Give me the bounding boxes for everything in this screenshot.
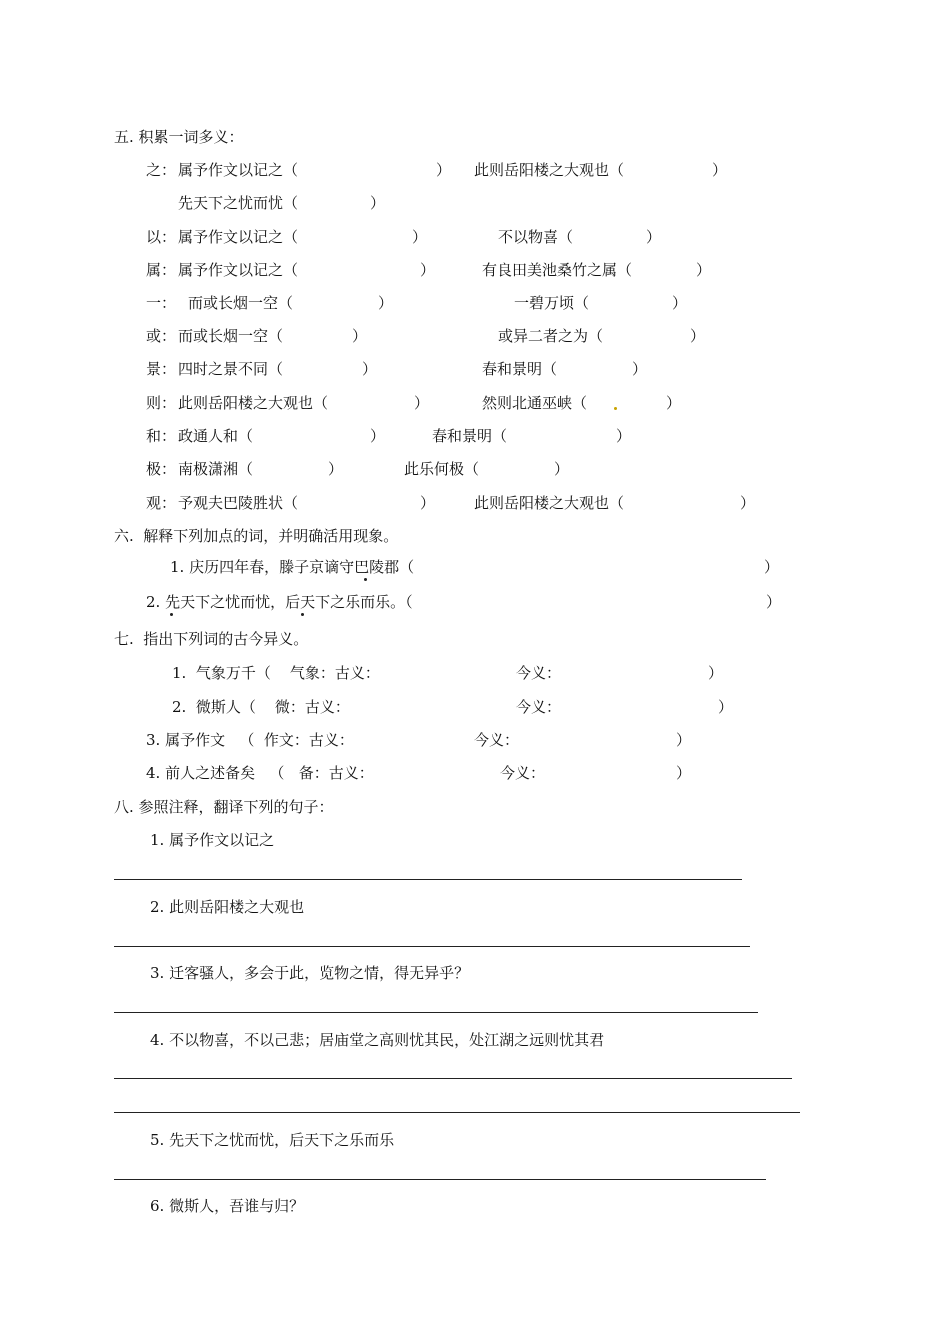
row-a-close: ） — [362, 360, 378, 378]
item-jinyi: 今义： — [516, 664, 562, 682]
item-text: 1. 庆历四年春，滕子京谪守巴陵郡（ — [170, 558, 415, 576]
answer-line-4b[interactable] — [114, 1112, 800, 1113]
row-b-text: 春和景明（ — [482, 360, 558, 378]
row-a-text: 而或长烟一空（ — [188, 294, 294, 312]
row-head: 则： — [146, 394, 177, 412]
row-a-close: ） — [436, 161, 452, 179]
row-a-close: ） — [420, 261, 436, 279]
answer-line-3[interactable] — [114, 1012, 758, 1013]
row-b-close: ） — [712, 161, 728, 179]
row-head: 极： — [146, 460, 177, 478]
row-b-close: ） — [740, 494, 756, 512]
row-a-close: ） — [352, 327, 368, 345]
section-5-title: 五. 积累一词多义： — [114, 128, 244, 146]
row-head: 一： — [146, 294, 177, 312]
row-b-text: 此则岳阳楼之大观也（ — [474, 161, 625, 179]
row-a-text: 此则岳阳楼之大观也（ — [178, 394, 329, 412]
row-a-close: ） — [328, 460, 344, 478]
translate-item-4: 4. 不以物喜，不以己悲；居庙堂之高则忧其民，处江湖之远则忧其君 — [150, 1031, 605, 1049]
row-head: 之： — [146, 161, 177, 179]
row-a-text: 先天下之忧而忧（ — [178, 194, 299, 212]
item-jinyi: 今义： — [516, 698, 562, 716]
row-b-text: 或异二者之为（ — [498, 327, 604, 345]
row-b-close: ） — [690, 327, 706, 345]
item-jinyi: 今义： — [500, 764, 546, 782]
row-a-close: ） — [370, 194, 386, 212]
emphasis-dot — [364, 578, 367, 581]
section-6-title: 六. 解释下列加点的词，并明确活用现象。 — [114, 527, 399, 545]
stray-mark-dot — [614, 407, 617, 410]
row-b-text: 有良田美池桑竹之属（ — [482, 261, 633, 279]
item-close: ） — [766, 593, 782, 611]
item-text: 4. 前人之述备矣 （ 备：古义： — [146, 764, 374, 782]
item-text: 2. 先天下之忧而忧，后天下之乐而乐。（ — [146, 593, 413, 611]
row-b-text: 一碧万顷（ — [514, 294, 590, 312]
row-b-close: ） — [632, 360, 648, 378]
row-b-close: ） — [696, 261, 712, 279]
row-head: 属： — [146, 261, 177, 279]
row-b-text: 然则北通巫峡（ — [482, 394, 588, 412]
translate-item-3: 3. 迁客骚人，多会于此，览物之情，得无异乎？ — [150, 964, 470, 982]
answer-line-2[interactable] — [114, 946, 750, 947]
row-head: 和： — [146, 427, 177, 445]
translate-item-6: 6. 微斯人，吾谁与归？ — [150, 1197, 305, 1215]
item-jinyi: 今义： — [474, 731, 520, 749]
row-a-close: ） — [370, 427, 386, 445]
answer-line-4a[interactable] — [114, 1078, 792, 1079]
row-b-close: ） — [554, 460, 570, 478]
row-b-text: 此则岳阳楼之大观也（ — [474, 494, 625, 512]
row-b-text: 春和景明（ — [432, 427, 508, 445]
item-close: ） — [764, 558, 780, 576]
item-close: ） — [676, 764, 692, 782]
row-a-text: 政通人和（ — [178, 427, 254, 445]
row-a-text: 南极潇湘（ — [178, 460, 254, 478]
section-7-title: 七. 指出下列词的古今异义。 — [114, 630, 309, 648]
item-text: 1. 气象万千（ 气象：古义： — [172, 664, 380, 682]
row-a-text: 而或长烟一空（ — [178, 327, 284, 345]
translate-item-5: 5. 先天下之忧而忧，后天下之乐而乐 — [150, 1131, 395, 1149]
row-a-close: ） — [412, 228, 428, 246]
row-b-text: 不以物喜（ — [498, 228, 574, 246]
item-close: ） — [708, 664, 724, 682]
row-head: 景： — [146, 360, 177, 378]
row-b-close: ） — [646, 228, 662, 246]
row-a-close: ） — [378, 294, 394, 312]
row-b-close: ） — [666, 394, 682, 412]
row-a-close: ） — [420, 494, 436, 512]
answer-line-5[interactable] — [114, 1179, 766, 1180]
row-head: 观： — [146, 494, 177, 512]
row-a-text: 四时之景不同（ — [178, 360, 284, 378]
row-b-close: ） — [672, 294, 688, 312]
row-b-close: ） — [616, 427, 632, 445]
row-a-text: 予观夫巴陵胜状（ — [178, 494, 299, 512]
section-8-title: 八. 参照注释，翻译下列的句子： — [114, 798, 334, 816]
item-close: ） — [676, 731, 692, 749]
item-text: 3. 属予作文 （ 作文：古义： — [146, 731, 354, 749]
row-a-text: 属予作文以记之（ — [178, 228, 299, 246]
row-a-text: 属予作文以记之（ — [178, 161, 299, 179]
row-head: 或： — [146, 327, 177, 345]
emphasis-dot — [301, 613, 304, 616]
answer-line-1[interactable] — [114, 879, 742, 880]
item-close: ） — [718, 698, 734, 716]
translate-item-1: 1. 属予作文以记之 — [150, 831, 275, 849]
emphasis-dot — [170, 613, 173, 616]
row-head: 以： — [146, 228, 177, 246]
row-a-close: ） — [414, 394, 430, 412]
row-a-text: 属予作文以记之（ — [178, 261, 299, 279]
item-text: 2. 微斯人（ 微：古义： — [172, 698, 350, 716]
translate-item-2: 2. 此则岳阳楼之大观也 — [150, 898, 305, 916]
row-b-text: 此乐何极（ — [404, 460, 480, 478]
